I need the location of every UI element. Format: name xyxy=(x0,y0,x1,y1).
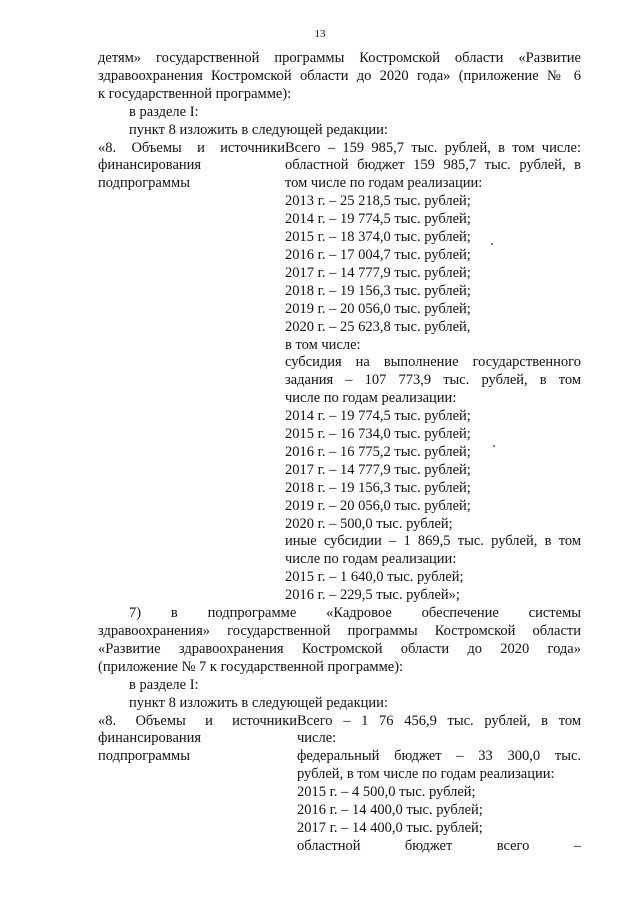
value-line: 2014 г. – 19 774,5 тыс. рублей; xyxy=(285,211,471,228)
value-line: 2016 г. – 229,5 тыс. рублей»; xyxy=(285,587,460,604)
value-line: 2019 г. – 20 056,0 тыс. рублей; xyxy=(285,497,471,514)
value-line: 2017 г. – 14 400,0 тыс. рублей; xyxy=(297,819,483,836)
scan-speck xyxy=(493,445,495,447)
value-line: 2015 г. – 1 640,0 тыс. рублей; xyxy=(285,569,464,586)
intro-line: к государственной программе): xyxy=(98,85,292,102)
value-line: том числе по годам реализации: xyxy=(285,175,483,192)
item-instruction: пункт 8 изложить в следующей редакции: xyxy=(129,694,388,711)
value-line: 2015 г. – 18 374,0 тыс. рублей; xyxy=(285,229,471,246)
section-reference: в разделе I: xyxy=(129,676,199,693)
label-line: финансирования xyxy=(98,730,202,747)
value-line: 2020 г. – 500,0 тыс. рублей; xyxy=(285,515,453,532)
value-line: федеральный бюджет – 33 300,0 тыс. xyxy=(297,748,581,765)
value-line: 2019 г. – 20 056,0 тыс. рублей; xyxy=(285,300,471,317)
funding-values xyxy=(285,140,581,606)
value-line: областной бюджет всего – xyxy=(297,837,581,854)
value-line: Всего – 1 76 456,9 тыс. рублей, в том xyxy=(297,712,581,729)
value-line: 2017 г. – 14 777,9 тыс. рублей; xyxy=(285,461,471,478)
value-line: 2018 г. – 19 156,3 тыс. рублей; xyxy=(285,479,471,496)
paragraph-line: 7) в подпрограмме «Кадровое обеспечение системы xyxy=(129,605,581,622)
intro-paragraph xyxy=(98,50,581,104)
value-line: иные субсидии – 1 869,5 тыс. рублей, в том xyxy=(285,533,581,550)
section-reference: в разделе I: xyxy=(129,103,199,120)
value-line: рублей, в том числе по годам реализации: xyxy=(297,766,555,783)
value-line: в том числе: xyxy=(285,336,361,353)
value-line: числе по годам реализации: xyxy=(285,551,457,568)
value-line: 2016 г. – 14 400,0 тыс. рублей; xyxy=(297,802,483,819)
label-line: подпрограммы xyxy=(98,175,190,192)
value-line: 2018 г. – 19 156,3 тыс. рублей; xyxy=(285,282,471,299)
intro-line: здравоохранения Костромской области до 2020 года» (приложение № 6 xyxy=(98,67,581,84)
value-line: числе: xyxy=(297,730,337,747)
label-line: подпрограммы xyxy=(98,748,190,765)
value-line: 2016 г. – 17 004,7 тыс. рублей; xyxy=(285,246,471,263)
funding-block-2 xyxy=(98,713,581,856)
funding-block-1 xyxy=(98,140,581,606)
paragraph-7 xyxy=(98,605,581,677)
intro-line: детям» государственной программы Костромской области «Развитие xyxy=(98,50,581,66)
item-instruction: пункт 8 изложить в следующей редакции: xyxy=(129,121,388,138)
value-line: субсидия на выполнение государственного xyxy=(285,354,581,371)
value-line: задания – 107 773,9 тыс. рублей, в том xyxy=(285,372,581,389)
funding-label xyxy=(98,713,297,856)
paragraph-line: «Развитие здравоохранения Костромской области до 2020 года» xyxy=(98,640,581,657)
paragraph-line: здравоохранения» государственной программы Костромской области xyxy=(98,623,581,639)
value-line: 2014 г. – 19 774,5 тыс. рублей; xyxy=(285,408,471,425)
value-line: 2017 г. – 14 777,9 тыс. рублей; xyxy=(285,264,471,281)
value-line: числе по годам реализации: xyxy=(285,390,457,407)
label-line: «8. Объемы и источники xyxy=(98,139,285,156)
scan-speck xyxy=(491,243,493,245)
value-line: 2020 г. – 25 623,8 тыс. рублей, xyxy=(285,318,471,335)
funding-values xyxy=(297,713,581,856)
value-line: Всего – 159 985,7 тыс. рублей, в том числе: xyxy=(285,139,581,156)
value-line: областной бюджет 159 985,7 тыс. рублей, в xyxy=(285,157,581,174)
value-line: 2013 г. – 25 218,5 тыс. рублей; xyxy=(285,193,471,210)
label-line: финансирования xyxy=(98,157,202,174)
value-line: 2016 г. – 16 775,2 тыс. рублей; xyxy=(285,443,471,460)
value-line: 2015 г. – 4 500,0 тыс. рублей; xyxy=(297,784,476,801)
page-number: 13 xyxy=(314,28,326,40)
paragraph-line: (приложение № 7 к государственной программе): xyxy=(98,658,404,675)
label-line: «8. Объемы и источники xyxy=(98,712,297,729)
document-body xyxy=(98,50,581,856)
value-line: 2015 г. – 16 734,0 тыс. рублей; xyxy=(285,426,471,443)
funding-label xyxy=(98,140,285,606)
